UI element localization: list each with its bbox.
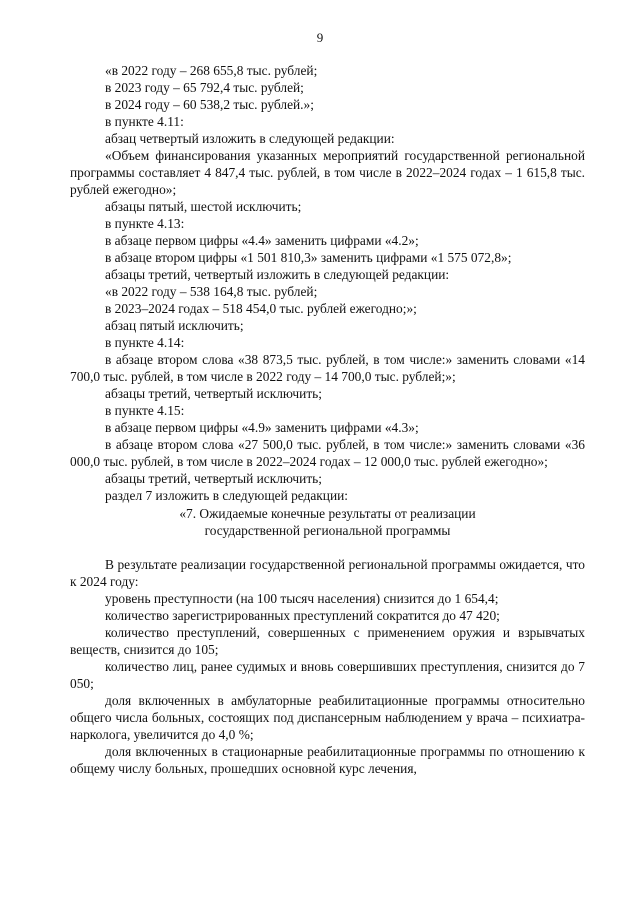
- text-line: абзац четвертый изложить в следующей редакции:: [105, 131, 395, 146]
- text-line: в пункте 4.14:: [105, 335, 185, 350]
- text-line: в пункте 4.13:: [105, 216, 185, 231]
- text-line: абзац пятый исключить;: [105, 318, 244, 333]
- text-line: абзацы пятый, шестой исключить;: [105, 199, 302, 214]
- text-line: в 2024 году – 60 538,2 тыс. рублей.»;: [105, 97, 314, 112]
- text-paragraph: доля включенных в стационарные реабилитационные программы по отношению к общему числу больных, прошедших основной курс лечения,: [70, 744, 585, 776]
- text-paragraph: В результате реализации государственной региональной программы ожидается, что к 2024 году:: [70, 557, 585, 589]
- spacer: [70, 539, 585, 556]
- document-body: [70, 62, 585, 777]
- text-line: в абзаце первом цифры «4.4» заменить цифрами «4.2»;: [105, 233, 419, 248]
- text-line: раздел 7 изложить в следующей редакции:: [105, 488, 349, 503]
- text-line: «в 2022 году – 538 164,8 тыс. рублей;: [105, 284, 318, 299]
- text-line: в пункте 4.15:: [105, 403, 185, 418]
- text-line: количество зарегистрированных преступлений сократится до 47 420;: [105, 608, 500, 623]
- text-line: уровень преступности (на 100 тысяч населения) снизится до 1 654,4;: [105, 591, 499, 606]
- text-paragraph: доля включенных в амбулаторные реабилитационные программы относительно общего числа больных, состоящих под диспансерным наблюдением у врача – психиатра-нарколога, увеличится до 4,0 %;: [70, 693, 585, 742]
- section-heading: [70, 505, 585, 539]
- text-line: в абзаце втором цифры «1 501 810,3» заменить цифрами «1 575 072,8»;: [105, 250, 512, 265]
- text-line: в пункте 4.11:: [105, 114, 184, 129]
- text-paragraph: «Объем финансирования указанных мероприятий государственной региональной программы составляет 4 847,4 тыс. рублей, в том числе в 2022–2024 годах – 1 615,8 тыс. рублей ежегодно»;: [70, 148, 585, 197]
- text-line: абзацы третий, четвертый изложить в следующей редакции:: [105, 267, 450, 282]
- section-heading-line: «7. Ожидаемые конечные результаты от реализации: [179, 506, 476, 521]
- text-line: в абзаце первом цифры «4.9» заменить цифрами «4.3»;: [105, 420, 419, 435]
- text-paragraph: количество преступлений, совершенных с применением оружия и взрывчатых веществ, снизится до 105;: [70, 625, 585, 657]
- text-line: в 2023–2024 годах – 518 454,0 тыс. рублей ежегодно;»;: [105, 301, 417, 316]
- page-number: 9: [316, 30, 324, 45]
- text-paragraph: количество лиц, ранее судимых и вновь совершивших преступления, снизится до 7 050;: [70, 659, 585, 691]
- text-paragraph: в абзаце втором слова «38 873,5 тыс. рублей, в том числе:» заменить словами «14 700,0 тыс. рублей, в том числе в 2022 году – 14 700,0 тыс. рублей;»;: [70, 352, 585, 384]
- text-line: абзацы третий, четвертый исключить;: [105, 386, 323, 401]
- section-heading-line: государственной региональной программы: [204, 523, 451, 538]
- text-line: в 2023 году – 65 792,4 тыс. рублей;: [105, 80, 304, 95]
- text-line: «в 2022 году – 268 655,8 тыс. рублей;: [105, 63, 318, 78]
- text-line: абзацы третий, четвертый исключить;: [105, 471, 323, 486]
- text-paragraph: в абзаце втором слова «27 500,0 тыс. рублей, в том числе:» заменить словами «36 000,0 тыс. рублей, в том числе в 2022–2024 годах – 12 000,0 тыс. рублей ежегодно»;: [70, 437, 585, 469]
